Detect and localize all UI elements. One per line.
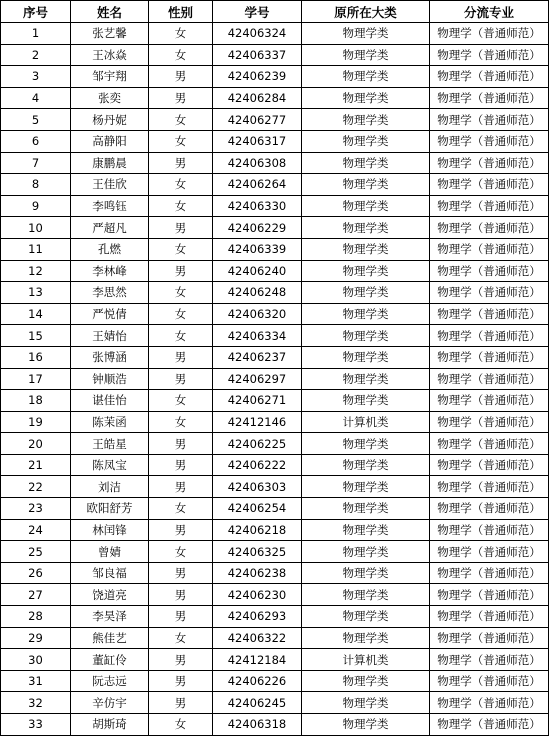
cell-gender: 女 (149, 325, 213, 347)
cell-assigned-major: 物理学（普通师范） (430, 606, 549, 628)
cell-index: 17 (1, 368, 71, 390)
cell-original-category: 物理学类 (302, 87, 430, 109)
cell-index: 5 (1, 109, 71, 131)
cell-assigned-major: 物理学（普通师范） (430, 627, 549, 649)
cell-gender: 男 (149, 692, 213, 714)
cell-name: 熊佳艺 (71, 627, 149, 649)
cell-index: 21 (1, 454, 71, 476)
cell-student-id: 42406240 (213, 260, 302, 282)
cell-assigned-major: 物理学（普通师范） (430, 174, 549, 196)
table-row (1, 519, 549, 541)
cell-student-id: 42406318 (213, 714, 302, 736)
cell-name: 王皓星 (71, 433, 149, 455)
cell-original-category: 物理学类 (302, 260, 430, 282)
header-gender: 性别 (149, 1, 213, 23)
cell-original-category: 物理学类 (302, 714, 430, 736)
cell-name: 饶道亮 (71, 584, 149, 606)
cell-assigned-major: 物理学（普通师范） (430, 66, 549, 88)
table-row (1, 649, 549, 671)
cell-name: 曾婧 (71, 541, 149, 563)
cell-index: 19 (1, 411, 71, 433)
cell-index: 4 (1, 87, 71, 109)
cell-name: 李林峰 (71, 260, 149, 282)
cell-gender: 男 (149, 433, 213, 455)
cell-index: 9 (1, 195, 71, 217)
table-row (1, 627, 549, 649)
cell-assigned-major: 物理学（普通师范） (430, 303, 549, 325)
cell-name: 康鹏晨 (71, 152, 149, 174)
cell-name: 邹良福 (71, 562, 149, 584)
cell-original-category: 物理学类 (302, 152, 430, 174)
table-row (1, 325, 549, 347)
cell-student-id: 42406337 (213, 44, 302, 66)
cell-student-id: 42406339 (213, 238, 302, 260)
cell-original-category: 物理学类 (302, 346, 430, 368)
table-row (1, 109, 549, 131)
cell-original-category: 物理学类 (302, 66, 430, 88)
cell-index: 24 (1, 519, 71, 541)
cell-name: 王婧怡 (71, 325, 149, 347)
cell-gender: 女 (149, 498, 213, 520)
cell-name: 严超凡 (71, 217, 149, 239)
cell-index: 32 (1, 692, 71, 714)
cell-assigned-major: 物理学（普通师范） (430, 454, 549, 476)
cell-original-category: 物理学类 (302, 303, 430, 325)
cell-original-category: 物理学类 (302, 130, 430, 152)
cell-index: 3 (1, 66, 71, 88)
cell-index: 15 (1, 325, 71, 347)
cell-original-category: 物理学类 (302, 670, 430, 692)
cell-index: 2 (1, 44, 71, 66)
table-row (1, 260, 549, 282)
cell-assigned-major: 物理学（普通师范） (430, 498, 549, 520)
cell-assigned-major: 物理学（普通师范） (430, 476, 549, 498)
cell-original-category: 物理学类 (302, 476, 430, 498)
cell-gender: 男 (149, 152, 213, 174)
cell-index: 30 (1, 649, 71, 671)
cell-gender: 女 (149, 390, 213, 412)
cell-gender: 女 (149, 303, 213, 325)
table-row (1, 152, 549, 174)
cell-student-id: 42406226 (213, 670, 302, 692)
table-row (1, 562, 549, 584)
cell-index: 10 (1, 217, 71, 239)
cell-gender: 男 (149, 368, 213, 390)
cell-student-id: 42406264 (213, 174, 302, 196)
table-row (1, 606, 549, 628)
cell-assigned-major: 物理学（普通师范） (430, 346, 549, 368)
cell-student-id: 42406245 (213, 692, 302, 714)
cell-original-category: 物理学类 (302, 217, 430, 239)
cell-name: 严悦倩 (71, 303, 149, 325)
header-index: 序号 (1, 1, 71, 23)
cell-name: 张博涵 (71, 346, 149, 368)
cell-index: 12 (1, 260, 71, 282)
cell-student-id: 42406271 (213, 390, 302, 412)
cell-name: 李昊泽 (71, 606, 149, 628)
table-row (1, 541, 549, 563)
cell-gender: 男 (149, 87, 213, 109)
table-row (1, 238, 549, 260)
cell-gender: 女 (149, 282, 213, 304)
table-row (1, 66, 549, 88)
cell-name: 阮志远 (71, 670, 149, 692)
header-student-id: 学号 (213, 1, 302, 23)
cell-original-category: 计算机类 (302, 411, 430, 433)
table-row (1, 476, 549, 498)
cell-index: 1 (1, 23, 71, 45)
cell-assigned-major: 物理学（普通师范） (430, 130, 549, 152)
cell-gender: 女 (149, 238, 213, 260)
cell-name: 辛仿宇 (71, 692, 149, 714)
cell-original-category: 物理学类 (302, 282, 430, 304)
cell-gender: 女 (149, 714, 213, 736)
table-row (1, 433, 549, 455)
cell-assigned-major: 物理学（普通师范） (430, 260, 549, 282)
cell-gender: 女 (149, 130, 213, 152)
cell-original-category: 物理学类 (302, 109, 430, 131)
cell-name: 张艺馨 (71, 23, 149, 45)
header-assigned-major: 分流专业 (430, 1, 549, 23)
cell-assigned-major: 物理学（普通师范） (430, 368, 549, 390)
cell-original-category: 物理学类 (302, 562, 430, 584)
cell-index: 11 (1, 238, 71, 260)
cell-name: 刘洁 (71, 476, 149, 498)
cell-assigned-major: 物理学（普通师范） (430, 519, 549, 541)
cell-assigned-major: 物理学（普通师范） (430, 109, 549, 131)
cell-student-id: 42406284 (213, 87, 302, 109)
cell-original-category: 物理学类 (302, 390, 430, 412)
cell-assigned-major: 物理学（普通师范） (430, 411, 549, 433)
cell-gender: 男 (149, 476, 213, 498)
cell-original-category: 物理学类 (302, 519, 430, 541)
cell-name: 陈凤宝 (71, 454, 149, 476)
cell-assigned-major: 物理学（普通师范） (430, 44, 549, 66)
cell-assigned-major: 物理学（普通师范） (430, 238, 549, 260)
table-header-row (1, 1, 549, 23)
cell-name: 王佳欣 (71, 174, 149, 196)
cell-index: 13 (1, 282, 71, 304)
cell-gender: 男 (149, 66, 213, 88)
cell-index: 8 (1, 174, 71, 196)
cell-gender: 男 (149, 260, 213, 282)
cell-name: 钟顺浩 (71, 368, 149, 390)
table-row (1, 23, 549, 45)
cell-index: 18 (1, 390, 71, 412)
cell-assigned-major: 物理学（普通师范） (430, 714, 549, 736)
cell-gender: 男 (149, 606, 213, 628)
cell-original-category: 物理学类 (302, 541, 430, 563)
cell-gender: 男 (149, 584, 213, 606)
cell-name: 孔燃 (71, 238, 149, 260)
cell-name: 王冰焱 (71, 44, 149, 66)
cell-gender: 男 (149, 346, 213, 368)
cell-original-category: 物理学类 (302, 238, 430, 260)
cell-student-id: 42406308 (213, 152, 302, 174)
cell-assigned-major: 物理学（普通师范） (430, 692, 549, 714)
cell-original-category: 物理学类 (302, 368, 430, 390)
cell-index: 33 (1, 714, 71, 736)
cell-index: 16 (1, 346, 71, 368)
table-row (1, 584, 549, 606)
cell-gender: 男 (149, 454, 213, 476)
table-row (1, 346, 549, 368)
cell-name: 李思然 (71, 282, 149, 304)
cell-name: 杨丹妮 (71, 109, 149, 131)
cell-student-id: 42406229 (213, 217, 302, 239)
cell-gender: 女 (149, 174, 213, 196)
table-row (1, 217, 549, 239)
table-row (1, 87, 549, 109)
header-original-category: 原所在大类 (302, 1, 430, 23)
cell-student-id: 42406334 (213, 325, 302, 347)
cell-assigned-major: 物理学（普通师范） (430, 87, 549, 109)
cell-index: 25 (1, 541, 71, 563)
cell-assigned-major: 物理学（普通师范） (430, 433, 549, 455)
cell-assigned-major: 物理学（普通师范） (430, 325, 549, 347)
cell-original-category: 物理学类 (302, 44, 430, 66)
cell-index: 31 (1, 670, 71, 692)
cell-student-id: 42406230 (213, 584, 302, 606)
cell-assigned-major: 物理学（普通师范） (430, 670, 549, 692)
cell-student-id: 42406317 (213, 130, 302, 152)
cell-gender: 女 (149, 627, 213, 649)
cell-student-id: 42406303 (213, 476, 302, 498)
cell-student-id: 42406325 (213, 541, 302, 563)
table-row (1, 130, 549, 152)
cell-gender: 女 (149, 541, 213, 563)
cell-original-category: 计算机类 (302, 649, 430, 671)
cell-gender: 女 (149, 109, 213, 131)
cell-student-id: 42406322 (213, 627, 302, 649)
cell-name: 胡斯琦 (71, 714, 149, 736)
cell-student-id: 42406330 (213, 195, 302, 217)
cell-name: 陈茉函 (71, 411, 149, 433)
cell-original-category: 物理学类 (302, 23, 430, 45)
table-row (1, 368, 549, 390)
cell-student-id: 42406248 (213, 282, 302, 304)
cell-gender: 男 (149, 562, 213, 584)
cell-original-category: 物理学类 (302, 627, 430, 649)
table-row (1, 411, 549, 433)
cell-gender: 女 (149, 411, 213, 433)
table-row (1, 498, 549, 520)
cell-gender: 女 (149, 195, 213, 217)
cell-assigned-major: 物理学（普通师范） (430, 23, 549, 45)
cell-student-id: 42406254 (213, 498, 302, 520)
cell-original-category: 物理学类 (302, 325, 430, 347)
cell-student-id: 42406297 (213, 368, 302, 390)
cell-original-category: 物理学类 (302, 498, 430, 520)
cell-name: 谌佳怡 (71, 390, 149, 412)
table-row (1, 282, 549, 304)
cell-student-id: 42406237 (213, 346, 302, 368)
cell-student-id: 42406225 (213, 433, 302, 455)
cell-assigned-major: 物理学（普通师范） (430, 584, 549, 606)
cell-gender: 男 (149, 649, 213, 671)
table-row (1, 692, 549, 714)
cell-index: 14 (1, 303, 71, 325)
cell-index: 23 (1, 498, 71, 520)
cell-student-id: 42406277 (213, 109, 302, 131)
cell-index: 26 (1, 562, 71, 584)
cell-student-id: 42412146 (213, 411, 302, 433)
cell-original-category: 物理学类 (302, 606, 430, 628)
table-row (1, 454, 549, 476)
cell-student-id: 42412184 (213, 649, 302, 671)
cell-name: 邹宇翔 (71, 66, 149, 88)
cell-gender: 男 (149, 670, 213, 692)
table-row (1, 174, 549, 196)
cell-original-category: 物理学类 (302, 433, 430, 455)
cell-index: 27 (1, 584, 71, 606)
cell-assigned-major: 物理学（普通师范） (430, 390, 549, 412)
cell-assigned-major: 物理学（普通师范） (430, 562, 549, 584)
cell-student-id: 42406324 (213, 23, 302, 45)
table-row (1, 44, 549, 66)
cell-index: 20 (1, 433, 71, 455)
cell-gender: 女 (149, 23, 213, 45)
table-row (1, 670, 549, 692)
cell-name: 李鸣钰 (71, 195, 149, 217)
cell-student-id: 42406238 (213, 562, 302, 584)
cell-assigned-major: 物理学（普通师范） (430, 541, 549, 563)
cell-original-category: 物理学类 (302, 454, 430, 476)
table-row (1, 303, 549, 325)
table-row (1, 195, 549, 217)
table-row (1, 714, 549, 736)
cell-original-category: 物理学类 (302, 195, 430, 217)
cell-index: 6 (1, 130, 71, 152)
cell-original-category: 物理学类 (302, 584, 430, 606)
cell-name: 林闰锋 (71, 519, 149, 541)
cell-index: 7 (1, 152, 71, 174)
cell-original-category: 物理学类 (302, 692, 430, 714)
cell-gender: 男 (149, 519, 213, 541)
cell-name: 董缸伶 (71, 649, 149, 671)
cell-assigned-major: 物理学（普通师范） (430, 282, 549, 304)
cell-index: 22 (1, 476, 71, 498)
header-name: 姓名 (71, 1, 149, 23)
cell-gender: 女 (149, 44, 213, 66)
cell-name: 欧阳舒芳 (71, 498, 149, 520)
cell-name: 张奕 (71, 87, 149, 109)
cell-assigned-major: 物理学（普通师范） (430, 195, 549, 217)
cell-student-id: 42406218 (213, 519, 302, 541)
cell-index: 28 (1, 606, 71, 628)
cell-student-id: 42406239 (213, 66, 302, 88)
cell-assigned-major: 物理学（普通师范） (430, 217, 549, 239)
cell-original-category: 物理学类 (302, 174, 430, 196)
cell-student-id: 42406222 (213, 454, 302, 476)
cell-name: 高静阳 (71, 130, 149, 152)
cell-gender: 男 (149, 217, 213, 239)
cell-index: 29 (1, 627, 71, 649)
table-row (1, 390, 549, 412)
cell-student-id: 42406293 (213, 606, 302, 628)
cell-assigned-major: 物理学（普通师范） (430, 152, 549, 174)
cell-assigned-major: 物理学（普通师范） (430, 649, 549, 671)
cell-student-id: 42406320 (213, 303, 302, 325)
